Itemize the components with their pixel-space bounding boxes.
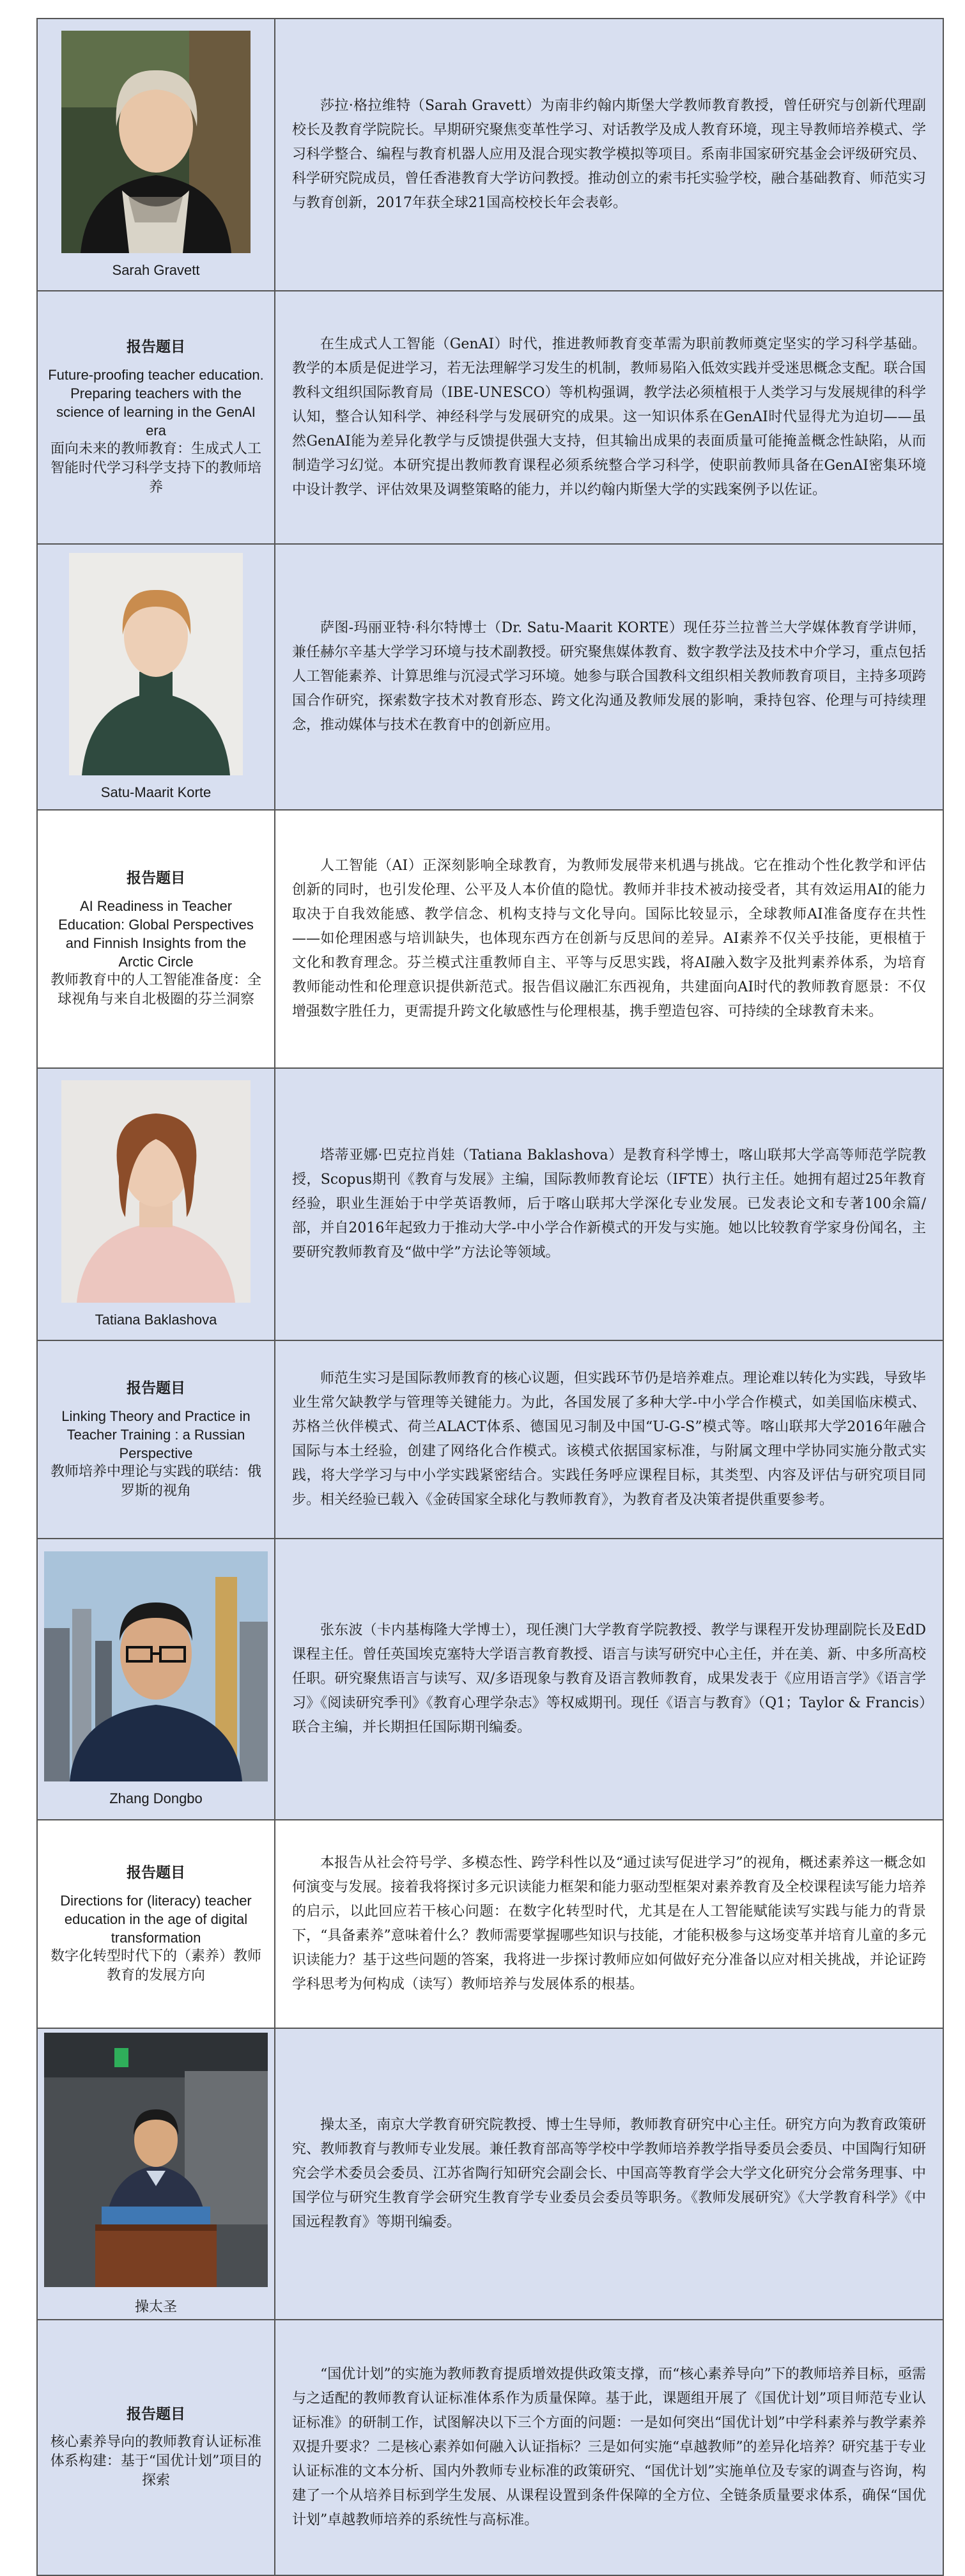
speaker-photo-cell [37,2028,275,2320]
talk-title-zh: 教师培养中理论与实践的联结：俄罗斯的视角 [50,1463,261,1499]
speaker-photo [69,553,243,775]
talk-abstract: 师范生实习是国际教师教育的核心议题，但实践环节仍是培养难点。理论难以转化为实践，导致毕业生常欠缺教学与管理等关键能力。为此，各国发展了多种大学-中小学合作模式，如美国临床模式、苏格兰伙伴模式、荷兰ALACT体系、德国见习制及中国“U-G-S”模式等。喀山联邦大学2016年融合国际与本土经验，创建了网络化合作模式。该模式依据国家标准，与附属文理中学协同实施分散式实践，将大学学习与中小学实践紧密结合。实践任务呼应课程目标，其类型、内容及评估与研究项目同步。相关经验已载入《金砖国家全球化与教师教育》，为教育者及决策者提供重要参考。 [275,1340,943,1539]
speaker-photo [61,31,251,253]
talk-title-cell [37,810,275,1068]
talk-title-cell [37,1340,275,1539]
talk-title-zh: 核心素养导向的教师教育认证标准体系构建：基于“国优计划”项目的探索 [50,2434,262,2488]
speaker-bio-row [37,2028,943,2320]
talk-title-label: 报告题目 [127,869,185,887]
talk-title-en: Linking Theory and Practice in Teacher Training : a Russian Perspective [61,1408,251,1461]
talk-title-en: AI Readiness in Teacher Education: Global Perspectives and Finnish Insights from the Arctic Circle [58,898,254,970]
speaker-photo-cell [37,1539,275,1820]
speaker-bio-text: 莎拉·格拉维特（Sarah Gravett）为南非约翰内斯堡大学教师教育教授，曾任研究与创新代理副校长及教育学院院长。早期研究聚焦变革性学习、对话教学及成人教育环境，现主导教师培养模式、学习科学整合、编程与教育机器人应用及混合现实教学模拟等项目。系南非国家研究基金会评级研究员、科学研究院成员，曾任香港教育大学访问教授。推动创立的索韦托实验学校，融合基础教育、师范实习与教育创新，2017年获全球21国高校校长年会表彰。 [275,19,943,291]
talk-title-zh: 面向未来的教师教育：生成式人工智能时代学习科学支持下的教师培养 [50,441,261,495]
speaker-photo-cell [37,1068,275,1340]
talk-row [37,2320,943,2575]
speaker-name: Tatiana Baklashova [95,1312,217,1328]
speaker-photo [44,2033,268,2287]
talk-abstract: 本报告从社会符号学、多模态性、跨学科性以及“通过读写促进学习”的视角，概述素养这一概念如何演变与发展。接着我将探讨多元识读能力框架和能力驱动型框架对素养教育及全校课程读写能力培养的启示，以此回应若干核心问题：在数字化转型时代，尤其是在人工智能赋能读写实践与能力的背景下，“具备素养”意味着什么？教师需要掌握哪些知识与技能，才能积极参与这场变革并培育儿童的多元识读能力？基于这些问题的答案，我将进一步探讨教师应如何做好充分准备以应对相关挑战，并论证跨学科思考为何构成（读写）教师培养与发展体系的根基。 [275,1820,943,2028]
speaker-photo-cell [37,544,275,810]
talk-title-label: 报告题目 [127,338,185,355]
talk-title-label: 报告题目 [127,1863,185,1881]
talk-abstract: “国优计划”的实施为教师教育提质增效提供政策支撑，而“核心素养导向”下的教师培养目标，亟需与之适配的教师教育认证标准体系作为质量保障。基于此，课题组开展了《国优计划”项目师范专业认证标准》的研制工作，试图解决以下三个方面的问题：一是如何突出“国优计划”中学科素养与教学素养双提升要求？二是核心素养如何融入认证指标？三是如何实施“卓越教师”的差异化培养？研究基于专业认证标准的文本分析、国内外教师专业标准的政策研究、“国优计划”实施单位及专家的调查与咨询，构建了一个从培养目标到学生发展、从课程设置到条件保障的全方位、全链条质量要求体系，确保“国优计划”卓越教师培养的系统性与高标准。 [275,2320,943,2575]
speaker-bio-row [37,1068,943,1340]
talk-title-zh: 教师教育中的人工智能准备度：全球视角与来自北极圈的芬兰洞察 [50,972,261,1007]
talk-row [37,291,943,544]
talk-title-cell [37,291,275,544]
speaker-bio-text: 操太圣，南京大学教育研究院教授、博士生导师，教师教育研究中心主任。研究方向为教育政策研究、教师教育与教师专业发展。兼任教育部高等学校中学教师培养教学指导委员会委员、中国陶行知研究会学术委员会委员、江苏省陶行知研究会副会长、中国高等教育学会大学文化研究分会常务理事、中国学位与研究生教育学会研究生教育学专业委员会委员等职务。《教师发展研究》《大学教育科学》《中国远程教育》等期刊编委。 [275,2028,943,2320]
talk-abstract: 在生成式人工智能（GenAI）时代，推进教师教育变革需为职前教师奠定坚实的学习科学基础。教学的本质是促进学习，若无法理解学习发生的机制，教师易陷入低效实践并受迷思概念支配。联合国教科文组织国际教育局（IBE-UNESCO）等机构强调，教学法必须植根于人类学习与发展规律的科学认知，整合认知科学、神经科学与发展研究的成果。这一知识体系在GenAI时代显得尤为迫切——虽然GenAI能为差异化教学与反馈提供强大支持，但其输出成果的表面质量可能掩盖概念性缺陷，从而制造学习幻觉。本研究提出教师教育课程必须系统整合学习科学，使职前教师具备在GenAI密集环境中设计教学、评估效果及调整策略的能力，并以约翰内斯堡大学的实践案例予以佐证。 [275,291,943,544]
talk-title-label: 报告题目 [127,1379,185,1397]
speaker-photo [61,1080,251,1303]
talk-row [37,1820,943,2028]
speaker-photo-cell [37,19,275,291]
speaker-name: Zhang Dongbo [109,1790,203,1806]
speaker-bio-row [37,544,943,810]
speaker-bio-row [37,19,943,291]
talk-title-cell [37,1820,275,2028]
talk-title-zh: 数字化转型时代下的（素养）教师教育的发展方向 [50,1948,261,1983]
speaker-name: 操太圣 [134,2298,177,2315]
talk-abstract: 人工智能（AI）正深刻影响全球教育，为教师发展带来机遇与挑战。它在推动个性化教学和评估创新的同时，也引发伦理、公平及人本价值的隐忧。教师并非技术被动接受者，其有效运用AI的能力取决于自我效能感、教学信念、机构支持与文化导向。国际比较显示，全球教师AI准备度存在共性——如伦理困惑与培训缺失，也体现东西方在创新与反思间的差异。AI素养不仅关乎技能，更根植于文化和教育理念。芬兰模式注重教师自主、平等与反思实践，将AI融入数字及批判素养体系，为培育教师能动性和伦理意识提供新范式。报告倡议融汇东西视角，共建面向AI时代的教师教育愿景：不仅增强数字胜任力，更需提升跨文化敏感性与伦理根基，携手塑造包容、可持续的全球教育未来。 [275,810,943,1068]
talk-title-en: Future-proofing teacher education. Preparing teachers with the science of learning in the GenAI era [48,367,264,438]
speaker-bio-text: 塔蒂亚娜·巴克拉肖娃（Tatiana Baklashova）是教育科学博士，喀山联邦大学高等师范学院教授，Scopus期刊《教育与发展》主编，国际教师教育论坛（IFTE）执行主任。她拥有超过25年教育经验，职业生涯始于中学英语教师，后于喀山联邦大学深化专业发展。已发表论文和专著100余篇/部，并自2016年起致力于推动大学-中小学合作新模式的开发与实施。她以比较教育学家身份闻名，主要研究教师教育及“做中学”方法论等领域。 [275,1068,943,1340]
speaker-name: Sarah Gravett [112,262,200,278]
speaker-bio-text: 张东波（卡内基梅隆大学博士），现任澳门大学教育学院教授、教学与课程开发协理副院长及EdD课程主任。曾任英国埃克塞特大学语言教育教授、语言与读写研究中心主任，并在美、新、中多所高校任职。研究聚焦语言与读写、双/多语现象与教育及语言教师教育，成果发表于《应用语言学》《语言学习》《阅读研究季刊》《教育心理学杂志》等权威期刊。现任《语言与教育》（Q1；Taylor & Francis）联合主编，并长期担任国际期刊编委。 [275,1539,943,1820]
speaker-photo [44,1551,268,1781]
talk-title-en: Directions for (literacy) teacher education in the age of digital transformation [60,1892,252,1946]
speaker-bio-row [37,1539,943,1820]
talk-title-label: 报告题目 [127,2405,185,2423]
talk-title-cell [37,2320,275,2575]
talk-row [37,1340,943,1539]
speaker-name: Satu-Maarit Korte [100,784,212,800]
speaker-table [36,18,944,2576]
speaker-bio-text: 萨图-玛丽亚特·科尔特博士（Dr. Satu-Maarit KORTE）现任芬兰拉普兰大学媒体教育学讲师，兼任赫尔辛基大学学习环境与技术副教授。研究聚焦媒体教育、数字教学法及技术中介学习，重点包括人工智能素养、计算思维与沉浸式学习环境。她参与联合国教科文组织相关教师教育项目，主持多项跨国合作研究，探索数字技术对教育形态、跨文化沟通及教师发展的影响，秉持包容、伦理与可持续理念，推动媒体与技术在教育中的创新应用。 [275,544,943,810]
talk-row [37,810,943,1068]
